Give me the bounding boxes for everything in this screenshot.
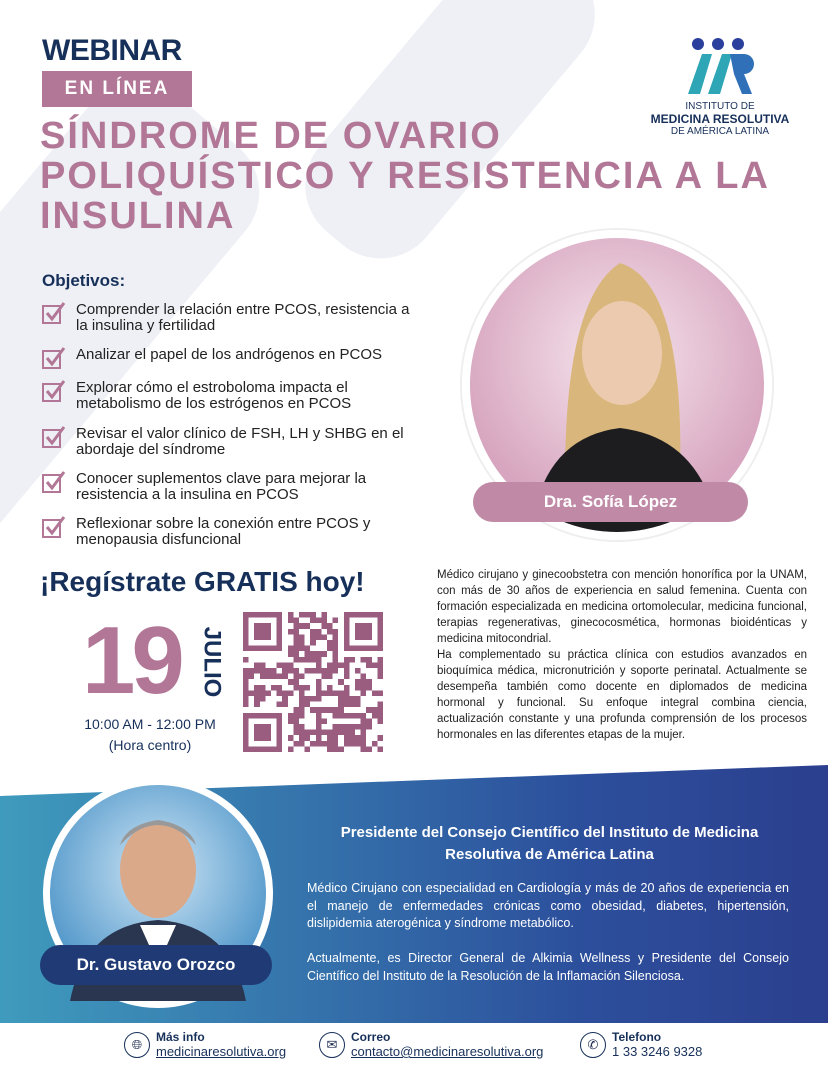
footer-mail xyxy=(319,1030,543,1059)
speaker-role: Presidente del Consejo Científico del Instituto de Medicina Resolutiva de América Latina xyxy=(340,824,759,863)
mail-link[interactable]: contacto@medicinaresolutiva.org xyxy=(351,1044,544,1059)
mail-icon: ✉ xyxy=(319,1032,345,1058)
checkbox-icon xyxy=(42,380,66,402)
checkbox-icon xyxy=(42,426,66,448)
globe-icon: 🌐︎ xyxy=(124,1032,150,1058)
objective-text: Comprender la relación entre PCOS, resistencia a la insulina y fertilidad xyxy=(76,301,410,334)
checkbox-icon xyxy=(42,347,66,369)
bio-paragraph: Médico cirujano y ginecoobstetra con mención honorífica por la UNAM, con más de 30 años de experiencia en salud femenina. Cuenta con formación especializada en medicina ortomolecular, medicina funcional, terapias regenerativas, ginecocosmética, hormonas bioidénticas y medicina mitocondrial. xyxy=(437,569,807,645)
footer-phone xyxy=(580,1030,702,1059)
objective-item xyxy=(42,471,426,503)
objective-text: Revisar el valor clínico de FSH, LH y SHBG en el abordaje del síndrome xyxy=(76,425,404,458)
online-badge: EN LÍNEA xyxy=(42,71,192,107)
checkbox-icon xyxy=(42,471,66,493)
event-day: 19 xyxy=(82,607,181,714)
logo-line-1: INSTITUTO DE xyxy=(685,101,755,112)
speaker-name-gustavo: Dr. Gustavo Orozco xyxy=(40,945,272,985)
speaker-bio-gustavo-2: Actualmente, es Director General de Alkimia Wellness y Presidente del Consejo Científico del Instituto de la Resolución de la Inflamación Silenciosa. xyxy=(307,951,789,983)
institute-logo xyxy=(640,36,800,137)
phone-number: 1 33 3246 9328 xyxy=(612,1044,703,1059)
web-link[interactable]: medicinaresolutiva.org xyxy=(156,1044,287,1059)
event-time xyxy=(70,714,230,756)
logo-line-2: MEDICINA RESOLUTIVA xyxy=(650,112,790,126)
webinar-label: WEBINAR xyxy=(42,34,182,67)
footer-web xyxy=(124,1030,286,1059)
phone-label: Telefono xyxy=(612,1030,662,1044)
objective-item xyxy=(42,347,436,369)
objective-item xyxy=(42,380,416,412)
objectives-heading: Objetivos: xyxy=(42,271,126,290)
objective-text: Reflexionar sobre la conexión entre PCOS y menopausia disfuncional xyxy=(76,515,371,548)
objective-text: Analizar el papel de los andrógenos en PCOS xyxy=(76,346,383,363)
objective-text: Explorar cómo el estroboloma impacta el metabolismo de los estrógenos en PCOS xyxy=(76,379,352,412)
phone-icon: ✆ xyxy=(580,1032,606,1058)
objective-item xyxy=(42,302,416,334)
bio-paragraph: Ha complementado su práctica clínica con estudios avanzados en bioquímica médica, micronutrición y soporte perinatal. Actualmente se desempeña también como docente en diplomados de medicina hormonal y funcional. Su enfoque integral combina ciencia, actualización constante y una profunda comprensión de los procesos hormonales en las diferentes etapas de la mujer. xyxy=(437,649,807,741)
objective-text: Conocer suplementos clave para mejorar la resistencia a la insulina en PCOS xyxy=(76,470,367,503)
web-label: Más info xyxy=(156,1030,205,1044)
logo-line-3: DE AMÉRICA LATINA xyxy=(670,126,770,137)
page-title: SÍNDROME DE OVARIO POLIQUÍSTICO Y RESISTENCIA A LA INSULINA xyxy=(40,115,769,237)
mail-label: Correo xyxy=(351,1030,391,1044)
qr-code[interactable] xyxy=(243,612,383,752)
time-zone: (Hora centro) xyxy=(108,737,192,753)
checkbox-icon xyxy=(42,516,66,538)
logo-mark-icon xyxy=(680,36,760,96)
checkbox-icon xyxy=(42,302,66,324)
speaker-bio-sofia xyxy=(437,567,807,743)
speaker-bio-gustavo: Médico Cirujano con especialidad en Cardiología y más de 20 años de experiencia en el manejo de enfermedades crónicas como obesidad, diabetes, hipertensión, dislipidemia aterogénica y síndrome metabólico. xyxy=(307,881,789,930)
speaker-name-sofia: Dra. Sofía López xyxy=(473,482,748,522)
time-range: 10:00 AM - 12:00 PM xyxy=(84,716,216,732)
objective-item xyxy=(42,426,436,458)
register-cta: ¡Regístrate GRATIS hoy! xyxy=(40,566,365,597)
objective-item xyxy=(42,516,396,548)
event-month: JULIO xyxy=(198,626,226,698)
